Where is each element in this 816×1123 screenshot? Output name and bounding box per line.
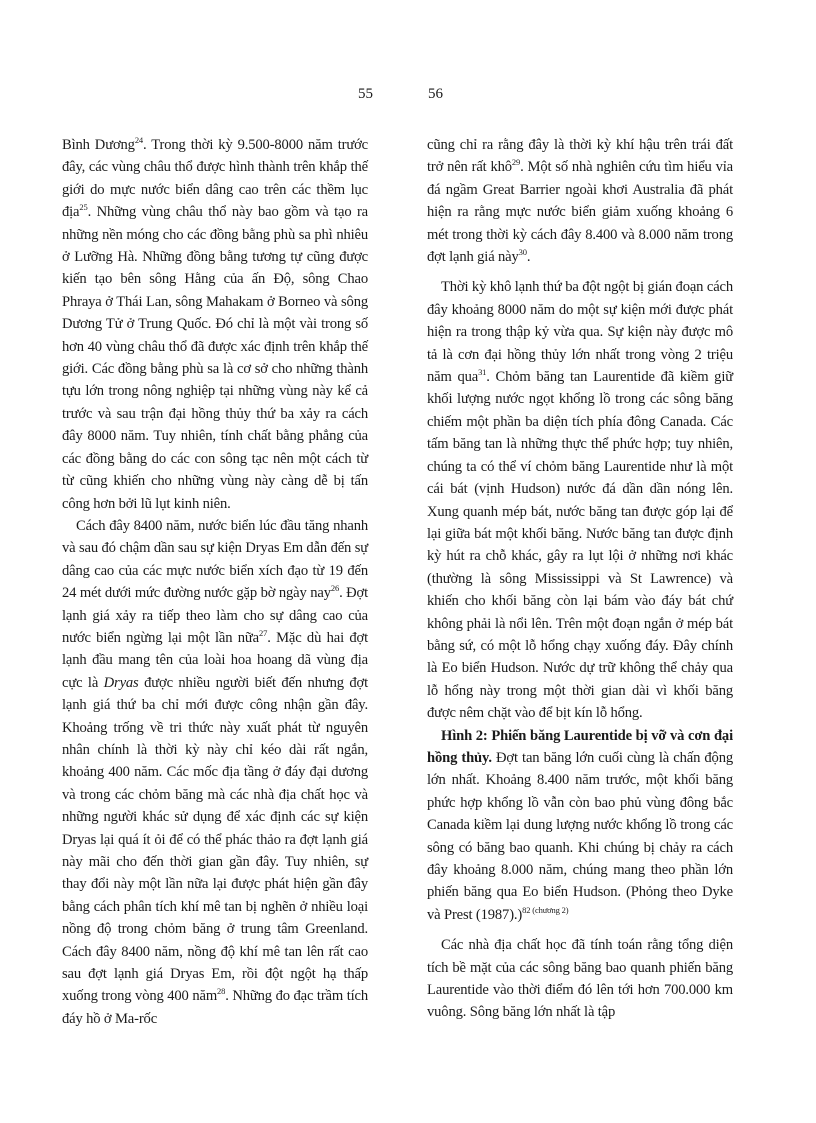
text-run: . Những đo đạc trầm tích đáy hồ ở Ma-rốc [62,988,368,1027]
text-run: Cách đây 8400 năm, nước biển lúc đầu tăng nhanh và sau đó chậm dần sau sự kiện Dryas Em dẫn đến sự dâng cao của các mực nước biển xích đạo từ 19 đến 24 mét dưới mức đường nước gặp bờ ngày nay [62,517,368,602]
text-run: Các nhà địa chất học đã tính toán rằng tổng diện tích bề mặt của các sông băng bao quanh phiến băng Laurentide vào thời điểm đó lên tới hơn 700.000 km vuông. Sông băng lớn nhất là tập [427,937,733,1021]
left-column [62,134,368,1030]
figure-caption-title: Hình 2: Phiến băng Laurentide bị vỡ và cơn đại hồng thủy. [427,727,733,766]
page-number-left: 55 [358,86,373,102]
footnote-ref: 28 [217,986,226,997]
footnote-ref: 25 [79,202,88,213]
text-run: cũng chỉ ra rằng đây là thời kỳ khí hậu trên trái đất trở nên rất khô [427,137,733,176]
footnote-ref: 82 (chương 2) [522,904,569,915]
text-run: . Đợt lạnh giá xảy ra tiếp theo làm cho sự dâng cao của nước biển ngừng lại một lần nữa [62,585,368,646]
footnote-ref: 31 [478,367,487,378]
footnote-ref: 30 [518,247,527,258]
footnote-ref: 24 [134,135,144,146]
paragraph [427,134,733,268]
corner-mark [724,1075,740,1085]
footnote-ref: 26 [330,583,340,594]
page-number-right: 56 [428,86,443,102]
figure-caption [427,725,733,927]
text-run: . Chỏm băng tan Laurentide đã kiềm giữ khối lượng nước ngọt khổng lồ trong các sông băng chiếm một phần ba diện tích phía đông Canada. Các tấm băng tan là những thực thể phức hợp; tuy nhiên, chúng ta có thể ví chỏm băng Laurentide như là một cái bát (vịnh Hudson) nước đá dần dần nóng lên. Xung quanh mép bát, nước băng tan được góp lại để lại giữa bát một khối băng. Nước băng tan được định kỳ hút ra chỗ khác, gây ra lụt lội ở những nơi khác (thường là sông Mississippi và St Lawrence) và khiến cho khối băng còn lại bám vào đáy bát chứ không phải là nổi lên. Trên một đoạn ngắn ở mép bát bằng sứ, có một lỗ hổng chạy xuống đáy. Đây chính là Eo biển Hudson. Nước dự trữ không thể chảy qua lỗ hổng này trong một thời gian dài vì khối băng được nêm chặt vào để bịt kín lỗ hổng. [427,369,733,722]
paragraph [62,515,368,1030]
figure-caption-text: Đợt tan băng lớn cuối cùng là chấn động lớn nhất. Khoảng 8.400 năm trước, một khối băng phức hợp khổng lồ vẫn còn bao phủ vùng đông bắc Canada kiềm lại dung lượng nước khổng lồ trong các sông có băng bao quanh. Khi chúng bị chảy ra cách đây khoảng 8.000 năm, chúng mang theo phần lớn phiến băng qua Eo biển Hudson. (Phỏng theo Dyke và Prest (1987).) [427,749,733,923]
text-run: Thời kỳ khô lạnh thứ ba đột ngột bị gián đoạn cách đây khoảng 8000 năm do một sự kiện mới được phát hiện ra trong thập kỷ vừa qua. Sự kiện này được mô tả là cơn đại hồng thủy lớn nhất trong vòng 2 triệu năm qua [427,279,733,386]
text-run: được nhiều người biết đến nhưng đợt lạnh giá thứ ba chỉ mới được công nhận gần đây. Khoảng trống về tri thức này xuất phát từ nguyên nhân chính là thời kỳ này chỉ kéo dài rất ngắn, khoảng 400 năm. Các mốc địa tầng ở đáy đại dương và trong các chỏm băng mà các nhà địa chất học và những người khác sử dụng để xác định các sự kiện Dryas lại quá ít ỏi để có thể phác thảo ra đợt lạnh giá này mãi cho đến thời gian gần đây. Tuy nhiên, sự thay đổi này một lần nữa lại được phát hiện gần đây bằng cách phân tích khí mê tan bị nghẽn ở nhiều loại nồng độ trong chỏm băng ở trung tâm Greenland. Cách đây 8400 năm, nồng độ khí mê tan lên rất cao sau đợt lạnh giá Dryas Em, rồi đột ngột hạ thấp xuống trong vòng 400 năm [62,674,368,1005]
text-run: . [526,249,531,266]
text-run: . Những vùng châu thổ này bao gồm và tạo ra những nền móng cho các đồng bằng phù sa phì nhiêu ở Lưỡng Hà. Những đồng bằng tương tự cũng được kiến tạo bên sông Hằng của ấn Độ, sông Chao Phraya ở Thái Lan, sông Mahakam ở Borneo và sông Dương Tử ở Trung Quốc. Đó chỉ là một vài trong số hơn 40 vùng châu thổ đã được xác định trên khắp thế giới. Các đồng bằng phù sa là cơ sở cho những thành tựu lớn trong nông nghiệp tại những vùng này kể cả trước và sau trận đại hồng thủy thứ ba xảy ra cách đây 8000 năm. Tuy nhiên, tính chất bằng phẳng của các đồng bằng do các con sông tạc nên một cách từ từ cũng khiến cho những vùng này càng dễ bị tấn công hơn bởi lũ lụt kinh niên. [62,204,368,512]
italic-term: Dryas [103,674,139,691]
text-run: . Mặc dù hai đợt lạnh đầu mang tên của loài hoa hoang dã vùng địa cực là [62,629,368,691]
paragraph [427,934,733,1024]
text-run: Bình Dương [62,137,135,153]
footnote-ref: 27 [258,628,268,639]
paragraph [62,134,368,515]
text-run: . Một số nhà nghiên cứu tìm hiểu vỉa đá ngầm Great Barrier ngoài khơi Australia đã phát hiện ra rằng mực nước biển giảm xuống khoảng 6 mét trong thời kỳ cách đây 8.400 và 8.000 năm trong đợt lạnh giá này [427,159,733,266]
right-column [427,134,733,1024]
footnote-ref: 29 [511,157,521,168]
paragraph [427,276,733,724]
text-run: . Trong thời kỳ 9.500-8000 năm trước đây, các vùng châu thổ được hình thành trên khắp thế giới do mực nước biển dâng cao trên các thềm lục địa [62,137,368,221]
